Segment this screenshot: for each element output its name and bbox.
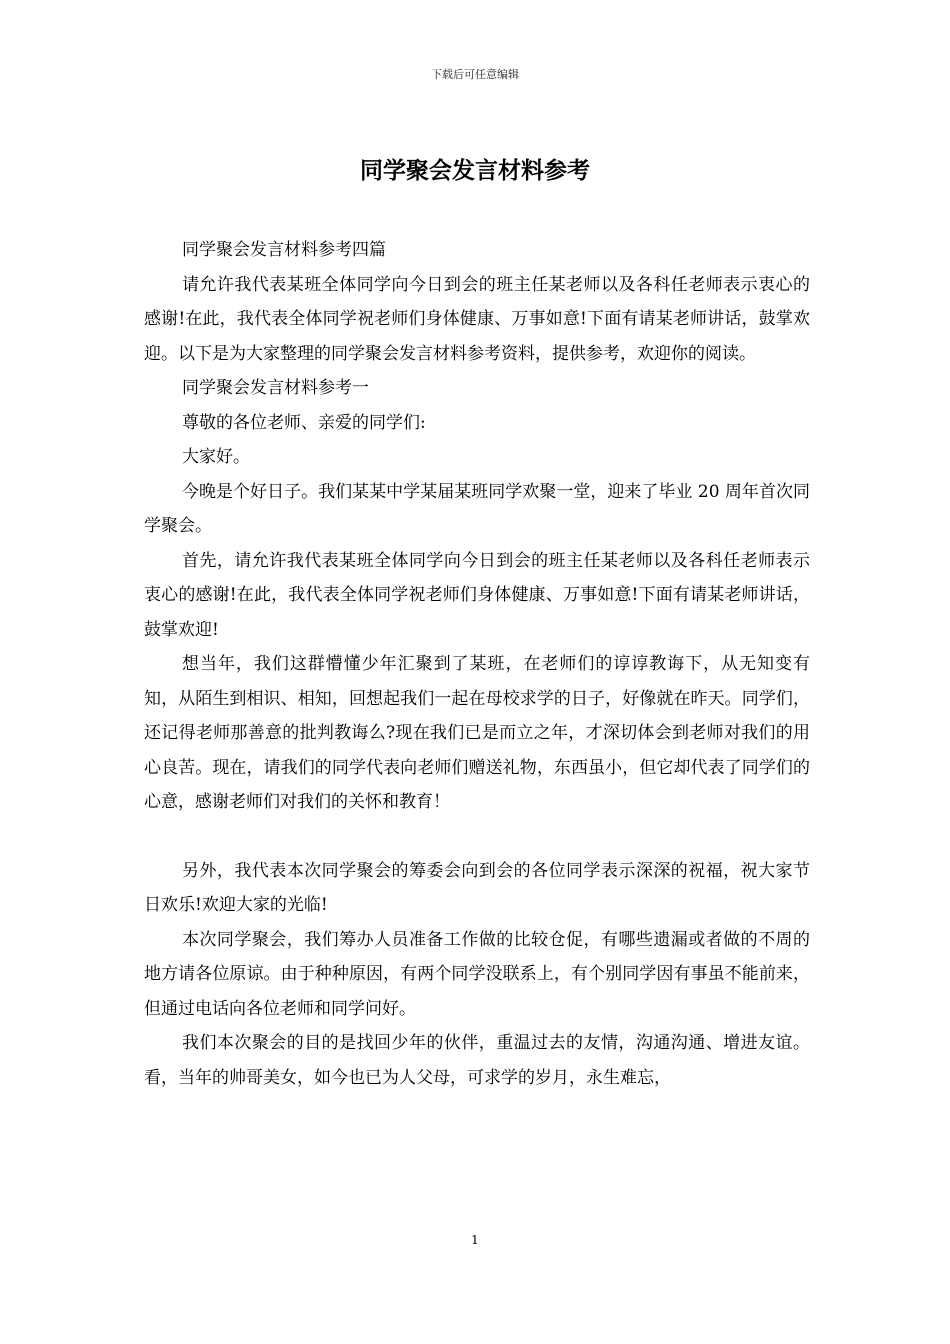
paragraph: 今晚是个好日子。我们某某中学某届某班同学欢聚一堂，迎来了毕业 20 周年首次同学聚会。	[144, 481, 810, 536]
paragraph: 我们本次聚会的目的是找回少年的伙伴，重温过去的友情，沟通沟通、增进友谊。看，当年的帅哥美女，如今也已为人父母，可求学的岁月，永生难忘，	[144, 1033, 810, 1088]
page-number: 1	[471, 1233, 479, 1247]
paragraph: 尊敬的各位老师、亲爱的同学们:	[182, 412, 426, 433]
paragraph: 大家好。	[182, 447, 250, 467]
page-header-note: 下载后可任意编辑	[431, 68, 519, 81]
paragraph: 首先，请允许我代表某班全体同学向今日到会的班主任某老师以及各科任老师表示衷心的感谢!在此，我代表全体同学祝老师们身体健康、万事如意!下面有请某老师讲话，鼓掌欢迎!	[144, 550, 810, 640]
paragraph: 本次同学聚会，我们筹办人员准备工作做的比较仓促，有哪些遗漏或者做的不周的地方请各位原谅。由于种种原因，有两个同学没联系上，有个别同学因有事虽不能前来，但通过电话向各位老师和同学问好。	[144, 929, 810, 1019]
document-title: 同学聚会发言材料参考	[360, 157, 590, 184]
paragraph: 同学聚会发言材料参考一	[182, 378, 369, 398]
paragraph: 另外，我代表本次同学聚会的筹委会向到会的各位同学表示深深的祝福，祝大家节日欢乐!欢迎大家的光临!	[144, 860, 810, 915]
paragraph: 想当年，我们这群懵懂少年汇聚到了某班，在老师们的谆谆教诲下，从无知变有知，从陌生到相识、相知，回想起我们一起在母校求学的日子，好像就在昨天。同学们，还记得老师那善意的批判教诲么?现在我们已是而立之年，才深切体会到老师对我们的用心良苦。现在，请我们的同学代表向老师们赠送礼物，东西虽小，但它却代表了同学们的心意，感谢老师们对我们的关怀和教育！	[144, 654, 810, 812]
paragraph: 同学聚会发言材料参考四篇	[182, 240, 386, 260]
document-body	[144, 233, 810, 1095]
paragraph: 请允许我代表某班全体同学向今日到会的班主任某老师以及各科任老师表示衷心的感谢!在此，我代表全体同学祝老师们身体健康、万事如意!下面有请某老师讲话，鼓掌欢迎。以下是为大家整理的同学聚会发言材料参考资料，提供参考，欢迎你的阅读。	[144, 274, 810, 364]
